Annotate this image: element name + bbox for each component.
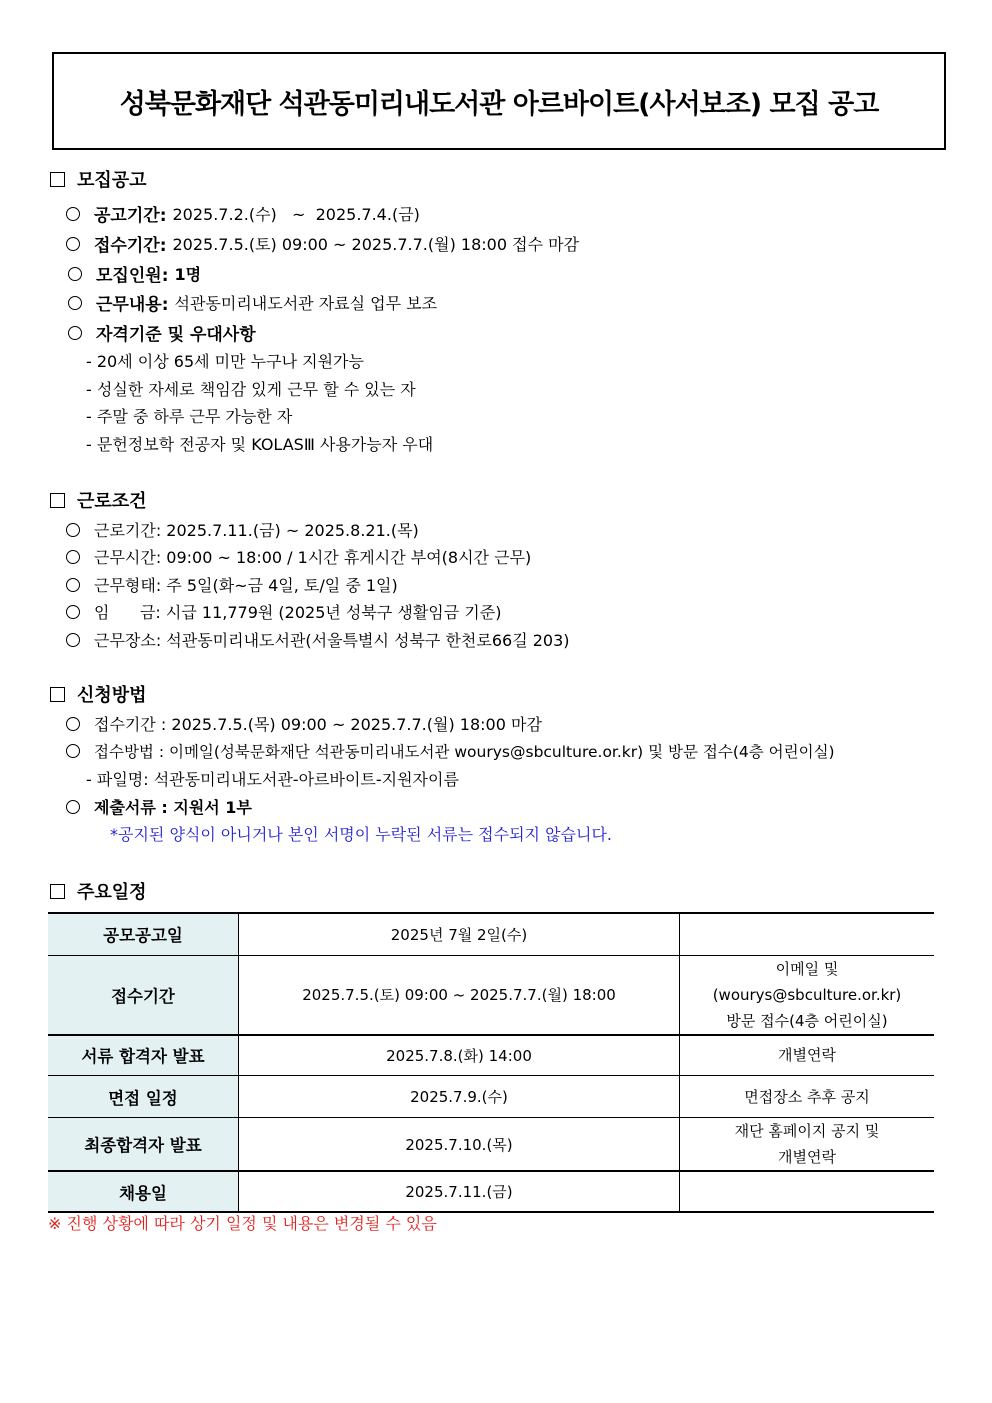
headcount-value: 1명 <box>174 265 202 284</box>
qualification-text: - 문헌정보학 전공자 및 KOLASⅢ 사용가능자 우대 <box>86 435 434 454</box>
schedule-table <box>48 912 934 1213</box>
circle-bullet-icon <box>66 207 80 221</box>
circle-bullet-icon <box>66 744 80 758</box>
headcount-line <box>68 261 201 286</box>
circle-bullet-icon <box>66 578 80 592</box>
condition-line <box>66 628 570 651</box>
section-recruit-heading <box>50 166 147 192</box>
qualification-text: - 20세 이상 65세 미만 누구나 지원가능 <box>86 352 364 371</box>
title-box <box>52 52 946 150</box>
qualification-text: - 주말 중 하루 근무 가능한 자 <box>86 407 293 426</box>
headcount-label: 모집인원: <box>96 266 169 286</box>
filename-text: - 파일명: 석관동미리내도서관-아르바이트-지원자이름 <box>86 770 459 789</box>
row-date: 2025.7.8.(화) 14:00 <box>239 1035 680 1076</box>
condition-line <box>66 600 501 623</box>
circle-bullet-icon <box>66 717 80 731</box>
apply-receipt-line <box>66 712 542 735</box>
condition-text: 근무형태: 주 5일(화~금 4일, 토/일 중 1일) <box>94 576 398 595</box>
square-bullet-icon <box>50 172 65 187</box>
row-date: 2025.7.11.(금) <box>239 1171 680 1212</box>
table-row <box>48 1171 934 1212</box>
section-schedule-heading <box>50 878 147 904</box>
circle-bullet-icon <box>66 523 80 537</box>
circle-bullet-icon <box>66 237 80 251</box>
row-date: 2025년 7월 2일(수) <box>239 913 680 955</box>
condition-line <box>66 518 419 541</box>
documents-line <box>66 795 252 818</box>
row-date: 2025.7.9.(수) <box>239 1076 680 1118</box>
condition-text: 근무시간: 09:00 ~ 18:00 / 1시간 휴게시간 부여(8시간 근무) <box>94 548 532 567</box>
apply-method-text: 접수방법 : 이메일(성북문화재단 석관동미리내도서관 wourys@sbculture.or.kr) 및 방문 접수(4층 어린이실) <box>94 743 835 761</box>
table-row <box>48 1118 934 1172</box>
receipt-period-label: 접수기간: <box>94 236 167 256</box>
row-label: 채용일 <box>48 1171 239 1212</box>
row-note <box>680 1171 935 1212</box>
work-content-label: 근무내용: <box>96 295 169 315</box>
section-title: 신청방법 <box>77 685 147 706</box>
row-label: 최종합격자 발표 <box>48 1118 239 1172</box>
note-line: 개별연락 <box>778 1148 836 1166</box>
condition-line <box>66 573 398 596</box>
filename-line <box>86 767 459 790</box>
table-row <box>48 955 934 1035</box>
qualification-line <box>68 320 262 345</box>
qualification-text: - 성실한 자세로 책임감 있게 근무 할 수 있는 자 <box>86 380 416 399</box>
section-apply-heading <box>50 681 147 707</box>
page-title: 성북문화재단 석관동미리내도서관 아르바이트(사서보조) 모집 공고 <box>119 88 879 120</box>
qualification-label: 자격기준 및 우대사항 <box>96 325 256 345</box>
notice-period-value: 2025.7.2.(수) ~ 2025.7.4.(금) <box>172 205 420 224</box>
row-label: 서류 합격자 발표 <box>48 1035 239 1076</box>
notice-period-line <box>66 201 420 226</box>
row-date: 2025.7.5.(토) 09:00 ~ 2025.7.7.(월) 18:00 <box>239 955 680 1035</box>
row-date: 2025.7.10.(목) <box>239 1118 680 1172</box>
apply-method-line <box>66 740 835 762</box>
note-line: 이메일 및 <box>775 959 839 978</box>
form-notice-line <box>110 822 612 845</box>
row-label: 공모공고일 <box>48 913 239 955</box>
section-title: 근로조건 <box>77 491 147 512</box>
documents-text: 제출서류 : 지원서 1부 <box>94 798 252 817</box>
footnote-text: ※ 진행 상황에 따라 상기 일정 및 내용은 변경될 수 있음 <box>48 1214 437 1233</box>
condition-text: 근무장소: 석관동미리내도서관(서울특별시 성북구 한천로66길 203) <box>94 631 570 650</box>
condition-text: 임 금: 시급 11,779원 (2025년 성북구 생활임금 기준) <box>94 603 502 622</box>
row-label: 접수기간 <box>48 955 239 1035</box>
row-note <box>680 913 935 955</box>
square-bullet-icon <box>50 687 65 702</box>
work-content-line <box>68 290 437 315</box>
square-bullet-icon <box>50 493 65 508</box>
circle-bullet-icon <box>68 296 82 310</box>
section-title: 주요일정 <box>77 882 147 903</box>
circle-bullet-icon <box>68 267 82 281</box>
receipt-period-line <box>66 231 579 256</box>
qualification-item <box>86 432 433 455</box>
condition-text: 근로기간: 2025.7.11.(금) ~ 2025.8.21.(목) <box>94 521 419 540</box>
table-row <box>48 1035 934 1076</box>
note-line: (wourys@sbculture.or.kr) <box>712 985 902 1004</box>
condition-line <box>66 545 531 568</box>
circle-bullet-icon <box>66 605 80 619</box>
apply-receipt-text: 접수기간 : 2025.7.5.(목) 09:00 ~ 2025.7.7.(월) 18:00 마감 <box>94 715 542 734</box>
row-note <box>680 955 935 1035</box>
work-content-value: 석관동미리내도서관 자료실 업무 보조 <box>174 294 438 313</box>
row-note: 개별연락 <box>680 1035 935 1076</box>
row-label: 면접 일정 <box>48 1076 239 1118</box>
circle-bullet-icon <box>66 633 80 647</box>
note-line: 재단 홈페이지 공지 및 <box>734 1122 880 1140</box>
notice-period-label: 공고기간: <box>94 206 167 226</box>
receipt-period-value: 2025.7.5.(토) 09:00 ~ 2025.7.7.(월) 18:00 접수 마감 <box>172 235 580 254</box>
table-row <box>48 913 934 955</box>
note-line: 방문 접수(4층 어린이실) <box>726 1011 888 1030</box>
row-note: 면접장소 추후 공지 <box>680 1076 935 1118</box>
qualification-item <box>86 404 292 427</box>
qualification-item <box>86 377 416 400</box>
form-notice-text: *공지된 양식이 아니거나 본인 서명이 누락된 서류는 접수되지 않습니다. <box>110 825 612 844</box>
qualification-item <box>86 349 364 372</box>
row-note <box>680 1118 935 1172</box>
schedule-footnote <box>48 1211 437 1234</box>
section-title: 모집공고 <box>77 170 147 191</box>
circle-bullet-icon <box>68 326 82 340</box>
circle-bullet-icon <box>66 550 80 564</box>
square-bullet-icon <box>50 884 65 899</box>
table-row <box>48 1076 934 1118</box>
circle-bullet-icon <box>66 800 80 814</box>
section-conditions-heading <box>50 487 147 513</box>
